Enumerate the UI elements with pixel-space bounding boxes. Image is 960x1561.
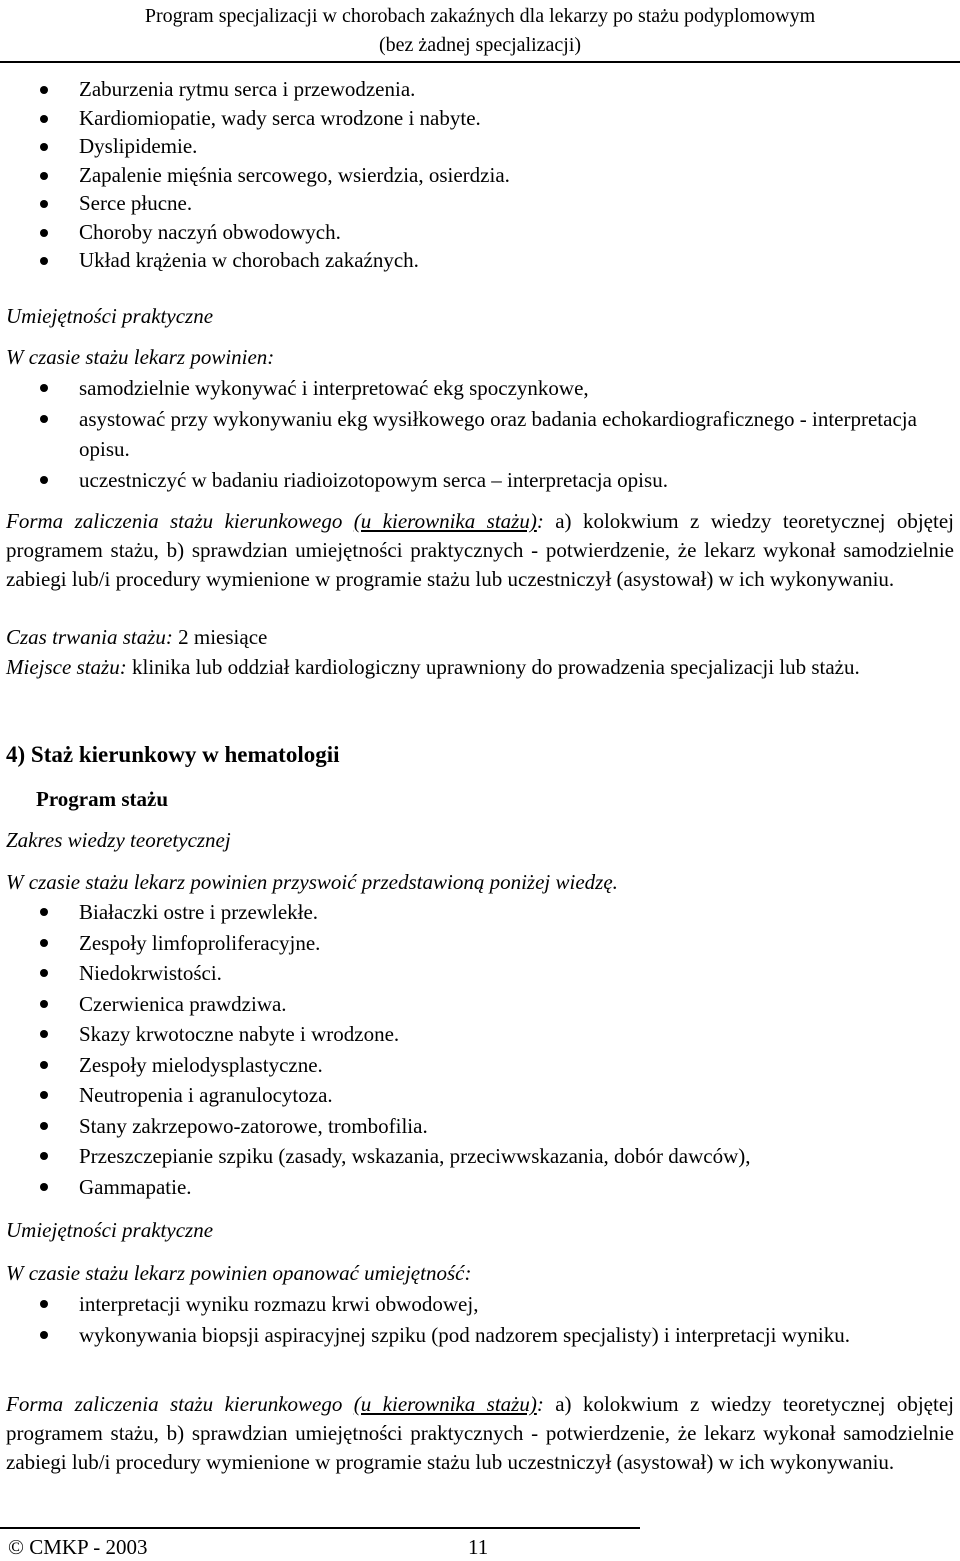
list-item: Zaburzenia rytmu serca i przewodzenia. [0, 75, 960, 104]
forma-label: Forma zaliczenia stażu kierunkowego [6, 509, 354, 533]
list-item: asystować przy wykonywaniu ekg wysiłkowego oraz badania echokardiograficznego - interpretacja opisu. [0, 404, 960, 465]
czas-value: 2 miesiące [172, 625, 268, 649]
forma-label-underlined: (u kierownika stażu) [353, 509, 537, 533]
cardio-topic-list [0, 75, 960, 275]
list-item: wykonywania biopsji aspiracyjnej szpiku (pod nadzorem specjalisty) i interpretacji wyniku. [0, 1320, 960, 1351]
zakres-heading: Zakres wiedzy teoretycznej [6, 828, 231, 852]
list-item: Skazy krwotoczne nabyte i wrodzone. [0, 1019, 960, 1050]
list-item: Zapalenie mięśnia sercowego, wsierdzia, osierdzia. [0, 161, 960, 190]
list-item: Gammapatie. [0, 1172, 960, 1203]
list-item: uczestniczyć w badaniu riadioizotopowym serca – interpretacja opisu. [0, 465, 960, 496]
czas-label: Czas trwania stażu: [6, 625, 173, 649]
list-item: Przeszczepianie szpiku (zasady, wskazania, przeciwwskazania, dobór dawców), [0, 1141, 960, 1172]
hema-skills-heading: Umiejętności praktyczne [6, 1218, 214, 1242]
cardio-forma-paragraph [6, 507, 954, 594]
cardio-skills-list [0, 373, 960, 495]
list-item: Neutropenia i agranulocytoza. [0, 1080, 960, 1111]
page-header [0, 2, 960, 60]
hema-skills-intro: W czasie stażu lekarz powinien opanować umiejętność: [6, 1261, 472, 1285]
forma-label-colon: : [536, 1392, 556, 1416]
miejsce-label: Miejsce stażu: [6, 655, 127, 679]
list-item: Kardiomiopatie, wady serca wrodzone i nabyte. [0, 104, 960, 133]
list-item: Zespoły mielodysplastyczne. [0, 1050, 960, 1081]
cardio-czas-line [6, 622, 954, 652]
list-item: Zespoły limfoproliferacyjne. [0, 928, 960, 959]
list-item: Choroby naczyń obwodowych. [0, 218, 960, 247]
hema-topic-list [0, 897, 960, 1202]
hema-forma-paragraph [6, 1390, 954, 1477]
header-rule [0, 61, 960, 63]
header-title-line2: (bez żadnej specjalizacji) [378, 34, 582, 56]
cardio-skills-heading: Umiejętności praktyczne [6, 304, 214, 328]
miejsce-value: klinika lub oddział kardiologiczny uprawniony do prowadzenia specjalizacji lub stażu. [126, 655, 860, 679]
footer-copyright: © CMKP - 2003 [8, 1535, 148, 1559]
program-heading: Program stażu [36, 787, 168, 811]
list-item: Układ krążenia w chorobach zakaźnych. [0, 246, 960, 275]
cardio-skills-intro: W czasie stażu lekarz powinien: [6, 345, 275, 369]
section-heading-hematology: 4) Staż kierunkowy w hematologii [6, 742, 340, 767]
forma-text: a) kolokwium z wiedzy teoretycznej objętej programem stażu, b) sprawdzian umiejętności praktycznych - potwierdzenie, że lekarz wykonał samodzielnie zabiegi lub/i procedury wymienione w programie stażu lub uczestniczył (asystował) w ich wykonywaniu. [6, 1392, 954, 1474]
list-item: Serce płucne. [0, 189, 960, 218]
footer-rule [0, 1527, 640, 1529]
list-item: Stany zakrzepowo-zatorowe, trombofilia. [0, 1111, 960, 1142]
forma-text: a) kolokwium z wiedzy teoretycznej objętej programem stażu, b) sprawdzian umiejętności praktycznych - potwierdzenie, że lekarz wykonał samodzielnie zabiegi lub/i procedury wymienione w programie stażu lub uczestniczył (asystował) w ich wykonywaniu. [6, 509, 954, 591]
hema-intro: W czasie stażu lekarz powinien przyswoić przedstawioną poniżej wiedzę. [6, 870, 618, 894]
forma-label: Forma zaliczenia stażu kierunkowego [6, 1392, 354, 1416]
list-item: Białaczki ostre i przewlekłe. [0, 897, 960, 928]
forma-label-colon: : [536, 509, 556, 533]
list-item: Dyslipidemie. [0, 132, 960, 161]
list-item: Niedokrwistości. [0, 958, 960, 989]
page-number: 11 [468, 1535, 489, 1559]
cardio-miejsce-paragraph [6, 653, 954, 682]
list-item: Czerwienica prawdziwa. [0, 989, 960, 1020]
list-item: samodzielnie wykonywać i interpretować ekg spoczynkowe, [0, 373, 960, 404]
forma-label-underlined: (u kierownika stażu) [353, 1392, 537, 1416]
header-title-line1: Program specjalizacji w chorobach zakaźnych dla lekarzy po stażu podyplomowym [144, 5, 816, 27]
hema-skills-list [0, 1289, 960, 1350]
list-item: interpretacji wyniku rozmazu krwi obwodowej, [0, 1289, 960, 1320]
